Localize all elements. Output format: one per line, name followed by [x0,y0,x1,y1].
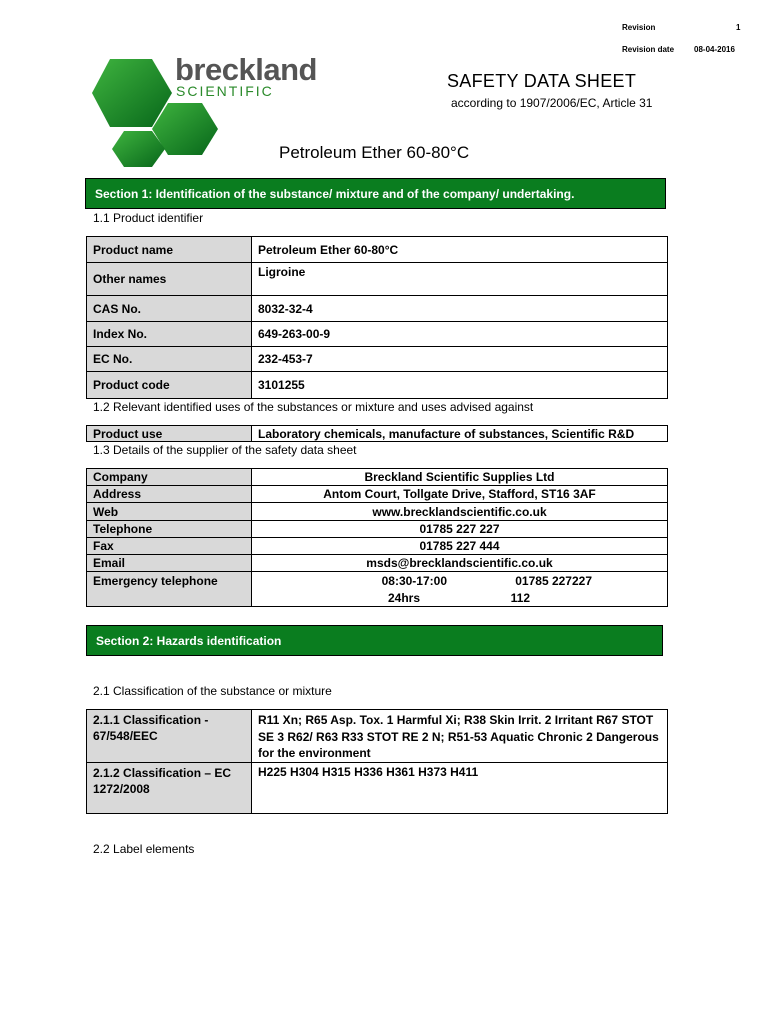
table-row [87,347,668,372]
web-link[interactable]: www.brecklandscientific.co.uk [252,503,668,521]
section2-heading-text: Section 2: Hazards identification [96,633,282,648]
table-row [87,469,668,486]
supplier-table [86,468,668,607]
product-name-value: Petroleum Ether 60-80°C [252,237,668,263]
subsection-1-1: 1.1 Product identifier [93,211,204,225]
product-code-value: 3101255 [252,372,668,399]
address-value: Antom Court, Tollgate Drive, Stafford, ST16 3AF [252,486,668,503]
table-row [87,372,668,399]
subsection-1-2: 1.2 Relevant identified uses of the substances or mixture and uses advised against [93,400,534,414]
table-row [87,763,668,814]
product-use-value: Laboratory chemicals, manufacture of substances, Scientific R&D [252,426,668,442]
telephone-label: Telephone [87,521,252,538]
emergency-time-24h: 24hrs [387,590,420,605]
table-row [87,538,668,555]
table-row [87,710,668,763]
table-row [87,237,668,263]
emergency-telephone-label: Emergency telephone [87,572,252,607]
section1-heading-text: Section 1: Identification of the substance/ mixture and of the company/ undertaking. [95,186,575,201]
table-row [87,322,668,347]
revision-date-label: Revision date [622,45,675,54]
logo-wordmark: breckland [175,52,317,87]
document-title: SAFETY DATA SHEET [447,71,637,91]
company-label: Company [87,469,252,486]
company-value: Breckland Scientific Supplies Ltd [252,469,668,486]
section1-heading [85,178,666,209]
revision-label: Revision [622,23,656,32]
other-names-label: Other names [87,263,252,296]
fax-label: Fax [87,538,252,555]
subsection-2-2: 2.2 Label elements [93,842,195,856]
cas-no-label: CAS No. [87,296,252,322]
section2-heading [86,625,663,656]
address-label: Address [87,486,252,503]
telephone-value: 01785 227 227 [252,521,668,538]
product-code-label: Product code [87,372,252,399]
other-names-value: Ligroine [252,263,668,296]
table-row [87,486,668,503]
emergency-number-24h: 112 [510,590,530,605]
document-subtitle: according to 1907/2006/EC, Article 31 [451,96,653,110]
subsection-2-1: 2.1 Classification of the substance or mixture [93,684,332,698]
emergency-time-office: 08:30-17:00 [381,573,447,588]
logo-subtitle: SCIENTIFIC [176,83,274,99]
table-row [87,555,668,572]
emergency-telephone-value [252,572,668,607]
web-label: Web [87,503,252,521]
table-row [87,296,668,322]
subsection-1-3: 1.3 Details of the supplier of the safety data sheet [93,443,357,457]
product-identifier-table [86,236,668,399]
emergency-number-office: 01785 227227 [515,573,592,588]
ec-no-label: EC No. [87,347,252,372]
classification-1272-label: 2.1.2 Classification – EC 1272/2008 [87,763,252,814]
fax-value: 01785 227 444 [252,538,668,555]
classification-67-548-label: 2.1.1 Classification - 67/548/EEC [87,710,252,763]
cas-no-value: 8032-32-4 [252,296,668,322]
revision-date-value: 08-04-2016 [694,45,735,54]
product-title: Petroleum Ether 60-80°C [279,143,470,162]
table-row [87,263,668,296]
classification-1272-value: H225 H304 H315 H336 H361 H373 H411 [252,763,668,814]
table-row [87,521,668,538]
table-row [87,503,668,521]
index-no-label: Index No. [87,322,252,347]
revision-value: 1 [736,23,741,32]
index-no-value: 649-263-00-9 [252,322,668,347]
email-label: Email [87,555,252,572]
table-row [87,426,668,442]
product-use-table [86,425,668,442]
table-row [87,572,668,607]
classification-67-548-value: R11 Xn; R65 Asp. Tox. 1 Harmful Xi; R38 Skin Irrit. 2 Irritant R67 STOT SE 3 R62/ R63 R33 STOT RE 2 N; R51-53 Aquatic Chronic 2 Dangerous for the environment [252,710,668,763]
classification-table [86,709,668,814]
product-use-label: Product use [87,426,252,442]
email-link[interactable]: msds@brecklandscientific.co.uk [252,555,668,572]
product-name-label: Product name [87,237,252,263]
ec-no-value: 232-453-7 [252,347,668,372]
